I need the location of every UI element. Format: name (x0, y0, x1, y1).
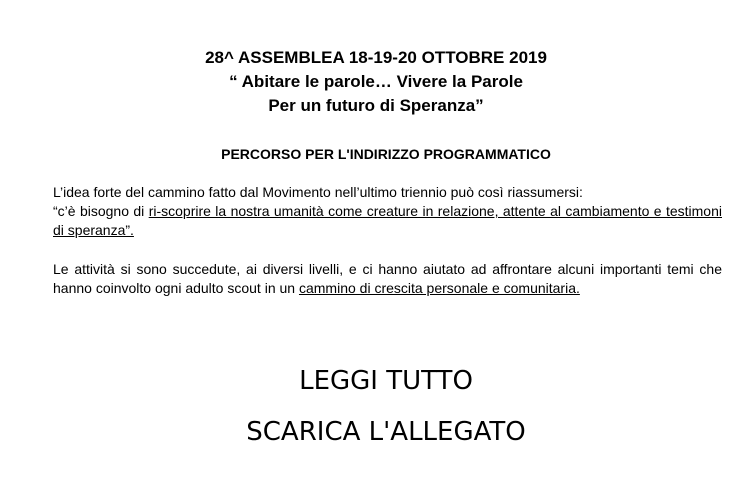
read-all-link[interactable]: LEGGI TUTTO (299, 366, 473, 396)
paragraph-intro (53, 183, 722, 240)
section-title: PERCORSO PER L'INDIRIZZO PROGRAMMATICO (221, 146, 551, 162)
activities-underlined: cammino di crescita personale e comunitaria. (298, 280, 580, 296)
assembly-subtitle: Per un futuro di Speranza” (268, 96, 484, 115)
paragraph-activities (53, 260, 722, 298)
assembly-motto: “ Abitare le parole… Vivere la Parole (229, 72, 523, 91)
activities-text: Le attività si sono succedute, ai diversi livelli, e ci hanno aiutato ad affrontare alcuni importanti temi che hanno coinvolto ogni adulto scout in un (53, 261, 722, 296)
intro-text: L’idea forte del cammino fatto dal Movimento nell’ultimo triennio può così riassumersi: (53, 184, 583, 200)
quote-underlined: ri-scoprire la nostra umanità come creature in relazione, attente al cambiamento e testimoni di speranza”. (53, 203, 722, 238)
assembly-title: 28^ ASSEMBLEA 18-19-20 OTTOBRE 2019 (205, 48, 547, 67)
quote-prefix: “c’è bisogno di (53, 203, 149, 219)
download-attachment-link[interactable]: SCARICA L'ALLEGATO (246, 417, 526, 447)
document-header (0, 46, 752, 118)
